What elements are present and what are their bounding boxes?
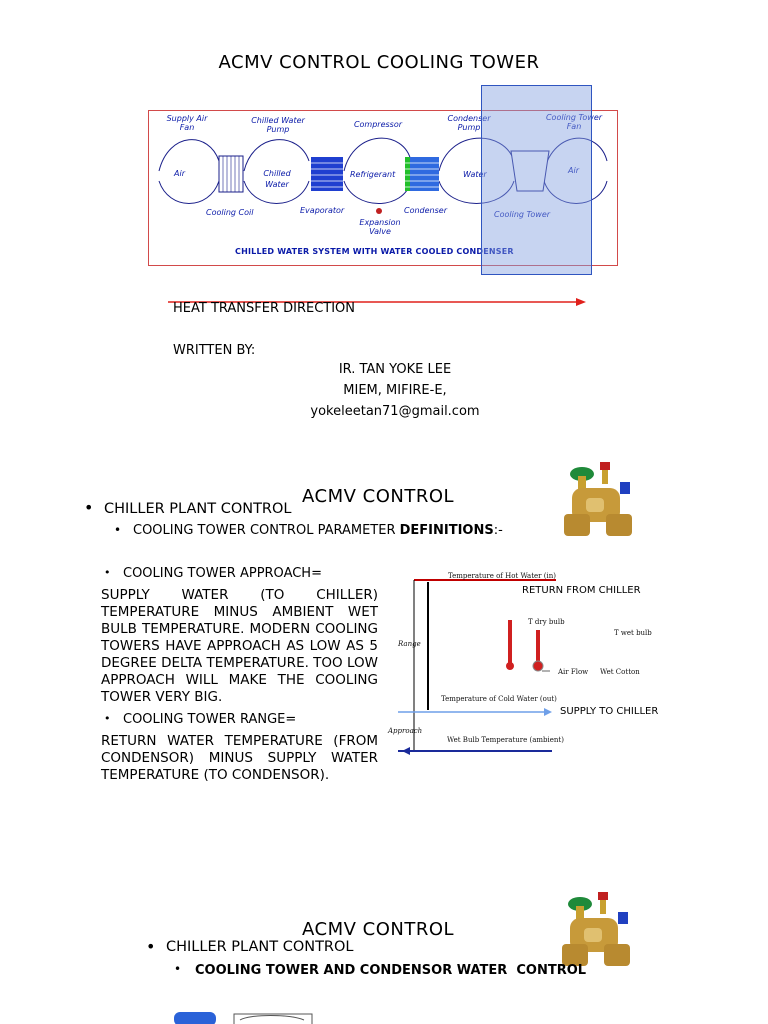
- fig-cold-water: Temperature of Cold Water (out): [441, 695, 557, 703]
- sub-bullet-bold: DEFINITIONS: [399, 523, 494, 538]
- label-evaporator: Evaporator: [300, 206, 345, 215]
- bullet-dot: •: [174, 962, 182, 976]
- written-by-label: WRITTEN BY:: [173, 343, 256, 358]
- fig-wet-cotton: Wet Cotton: [600, 668, 640, 676]
- sub-bullet-text: COOLING TOWER CONTROL PARAMETER: [133, 523, 400, 538]
- label-refrigerant: Refrigerant: [350, 170, 396, 179]
- pump-image: [170, 1008, 316, 1024]
- label-cooling-tower: Cooling Tower: [494, 210, 551, 219]
- fig-supply-to-chiller: SUPPLY TO CHILLER: [560, 706, 659, 717]
- label-condenser: Condenser: [404, 206, 447, 215]
- author-email: yokeleetan71@gmail.com: [310, 404, 480, 419]
- label-chilled-water: Chilled Water: [263, 169, 291, 189]
- balancing-valve-image: [558, 888, 638, 974]
- label-water: Water: [463, 170, 487, 179]
- slide2-bullet1: CHILLER PLANT CONTROL: [104, 501, 292, 517]
- fig-wet-bulb-ambient: Wet Bulb Temperature (ambient): [447, 736, 564, 744]
- slide1-title: ACMV CONTROL COOLING TOWER: [218, 52, 540, 73]
- fig-hot-water: Temperature of Hot Water (in): [448, 572, 556, 580]
- balancing-valve-image: [560, 458, 640, 544]
- fig-range: Range: [398, 640, 421, 648]
- slide3-bullet1: CHILLER PLANT CONTROL: [166, 939, 354, 955]
- author-credentials: MIEM, MIFIRE-E,: [343, 383, 447, 398]
- label-air-left: Air: [174, 169, 185, 178]
- label-supply-air-fan: Supply Air Fan: [166, 114, 208, 132]
- fig-t-dry-bulb: T dry bulb: [528, 618, 565, 626]
- slide2-title: ACMV CONTROL: [302, 486, 455, 507]
- fig-return-from-chiller: RETURN FROM CHILLER: [522, 585, 641, 596]
- bullet-dot: •: [104, 712, 111, 725]
- diagram-caption: CHILLED WATER SYSTEM WITH WATER COOLED CONDENSER: [235, 247, 514, 256]
- bullet-dot: •: [84, 498, 94, 517]
- heat-transfer-label: HEAT TRANSFER DIRECTION: [173, 301, 356, 316]
- bullet-dot: •: [146, 937, 156, 956]
- label-cooling-tower-fan: Cooling Tower Fan: [545, 113, 603, 131]
- range-definition: RETURN WATER TEMPERATURE (FROM CONDENSOR) MINUS SUPPLY WATER TEMPERATURE (TO CONDENSOR).: [101, 733, 378, 783]
- fig-air-flow: Air Flow: [558, 668, 589, 676]
- label-chilled-water-pump: Chilled Water Pump: [251, 116, 305, 134]
- approach-definition: SUPPLY WATER (TO CHILLER) TEMPERATURE MINUS AMBIENT WET BULB TEMPERATURE. MODERN COOLING TOWERS HAVE APPROACH AS LOW AS 5 DEGREE DELTA TEMPERATURE. TOO LOW APPROACH WILL MAKE THE COOLING TOWER VERY BIG.: [101, 587, 378, 705]
- bullet-dot: •: [114, 523, 122, 537]
- label-air-right: Air: [568, 166, 579, 175]
- fig-t-wet-bulb: T wet bulb: [614, 629, 652, 637]
- fig-approach: Approach: [388, 727, 423, 735]
- label-cooling-coil: Cooling Coil: [206, 208, 254, 217]
- slide3-title: ACMV CONTROL: [302, 919, 455, 940]
- slide2-sub-bullet: [133, 523, 503, 538]
- slide3-sub-bullet: COOLING TOWER AND CONDENSOR WATER CONTROL: [195, 963, 587, 978]
- cooling-tower-highlight: [481, 85, 592, 275]
- label-expansion-valve: Expansion Valve: [359, 218, 401, 236]
- range-heading: COOLING TOWER RANGE=: [123, 712, 297, 727]
- author-name: IR. TAN YOKE LEE: [338, 362, 452, 377]
- bullet-dot: •: [104, 566, 111, 579]
- label-condenser-pump: Condenser Pump: [447, 114, 491, 132]
- sub-bullet-suffix: :-: [493, 523, 503, 538]
- approach-heading: COOLING TOWER APPROACH=: [123, 566, 322, 581]
- label-compressor: Compressor: [353, 120, 403, 129]
